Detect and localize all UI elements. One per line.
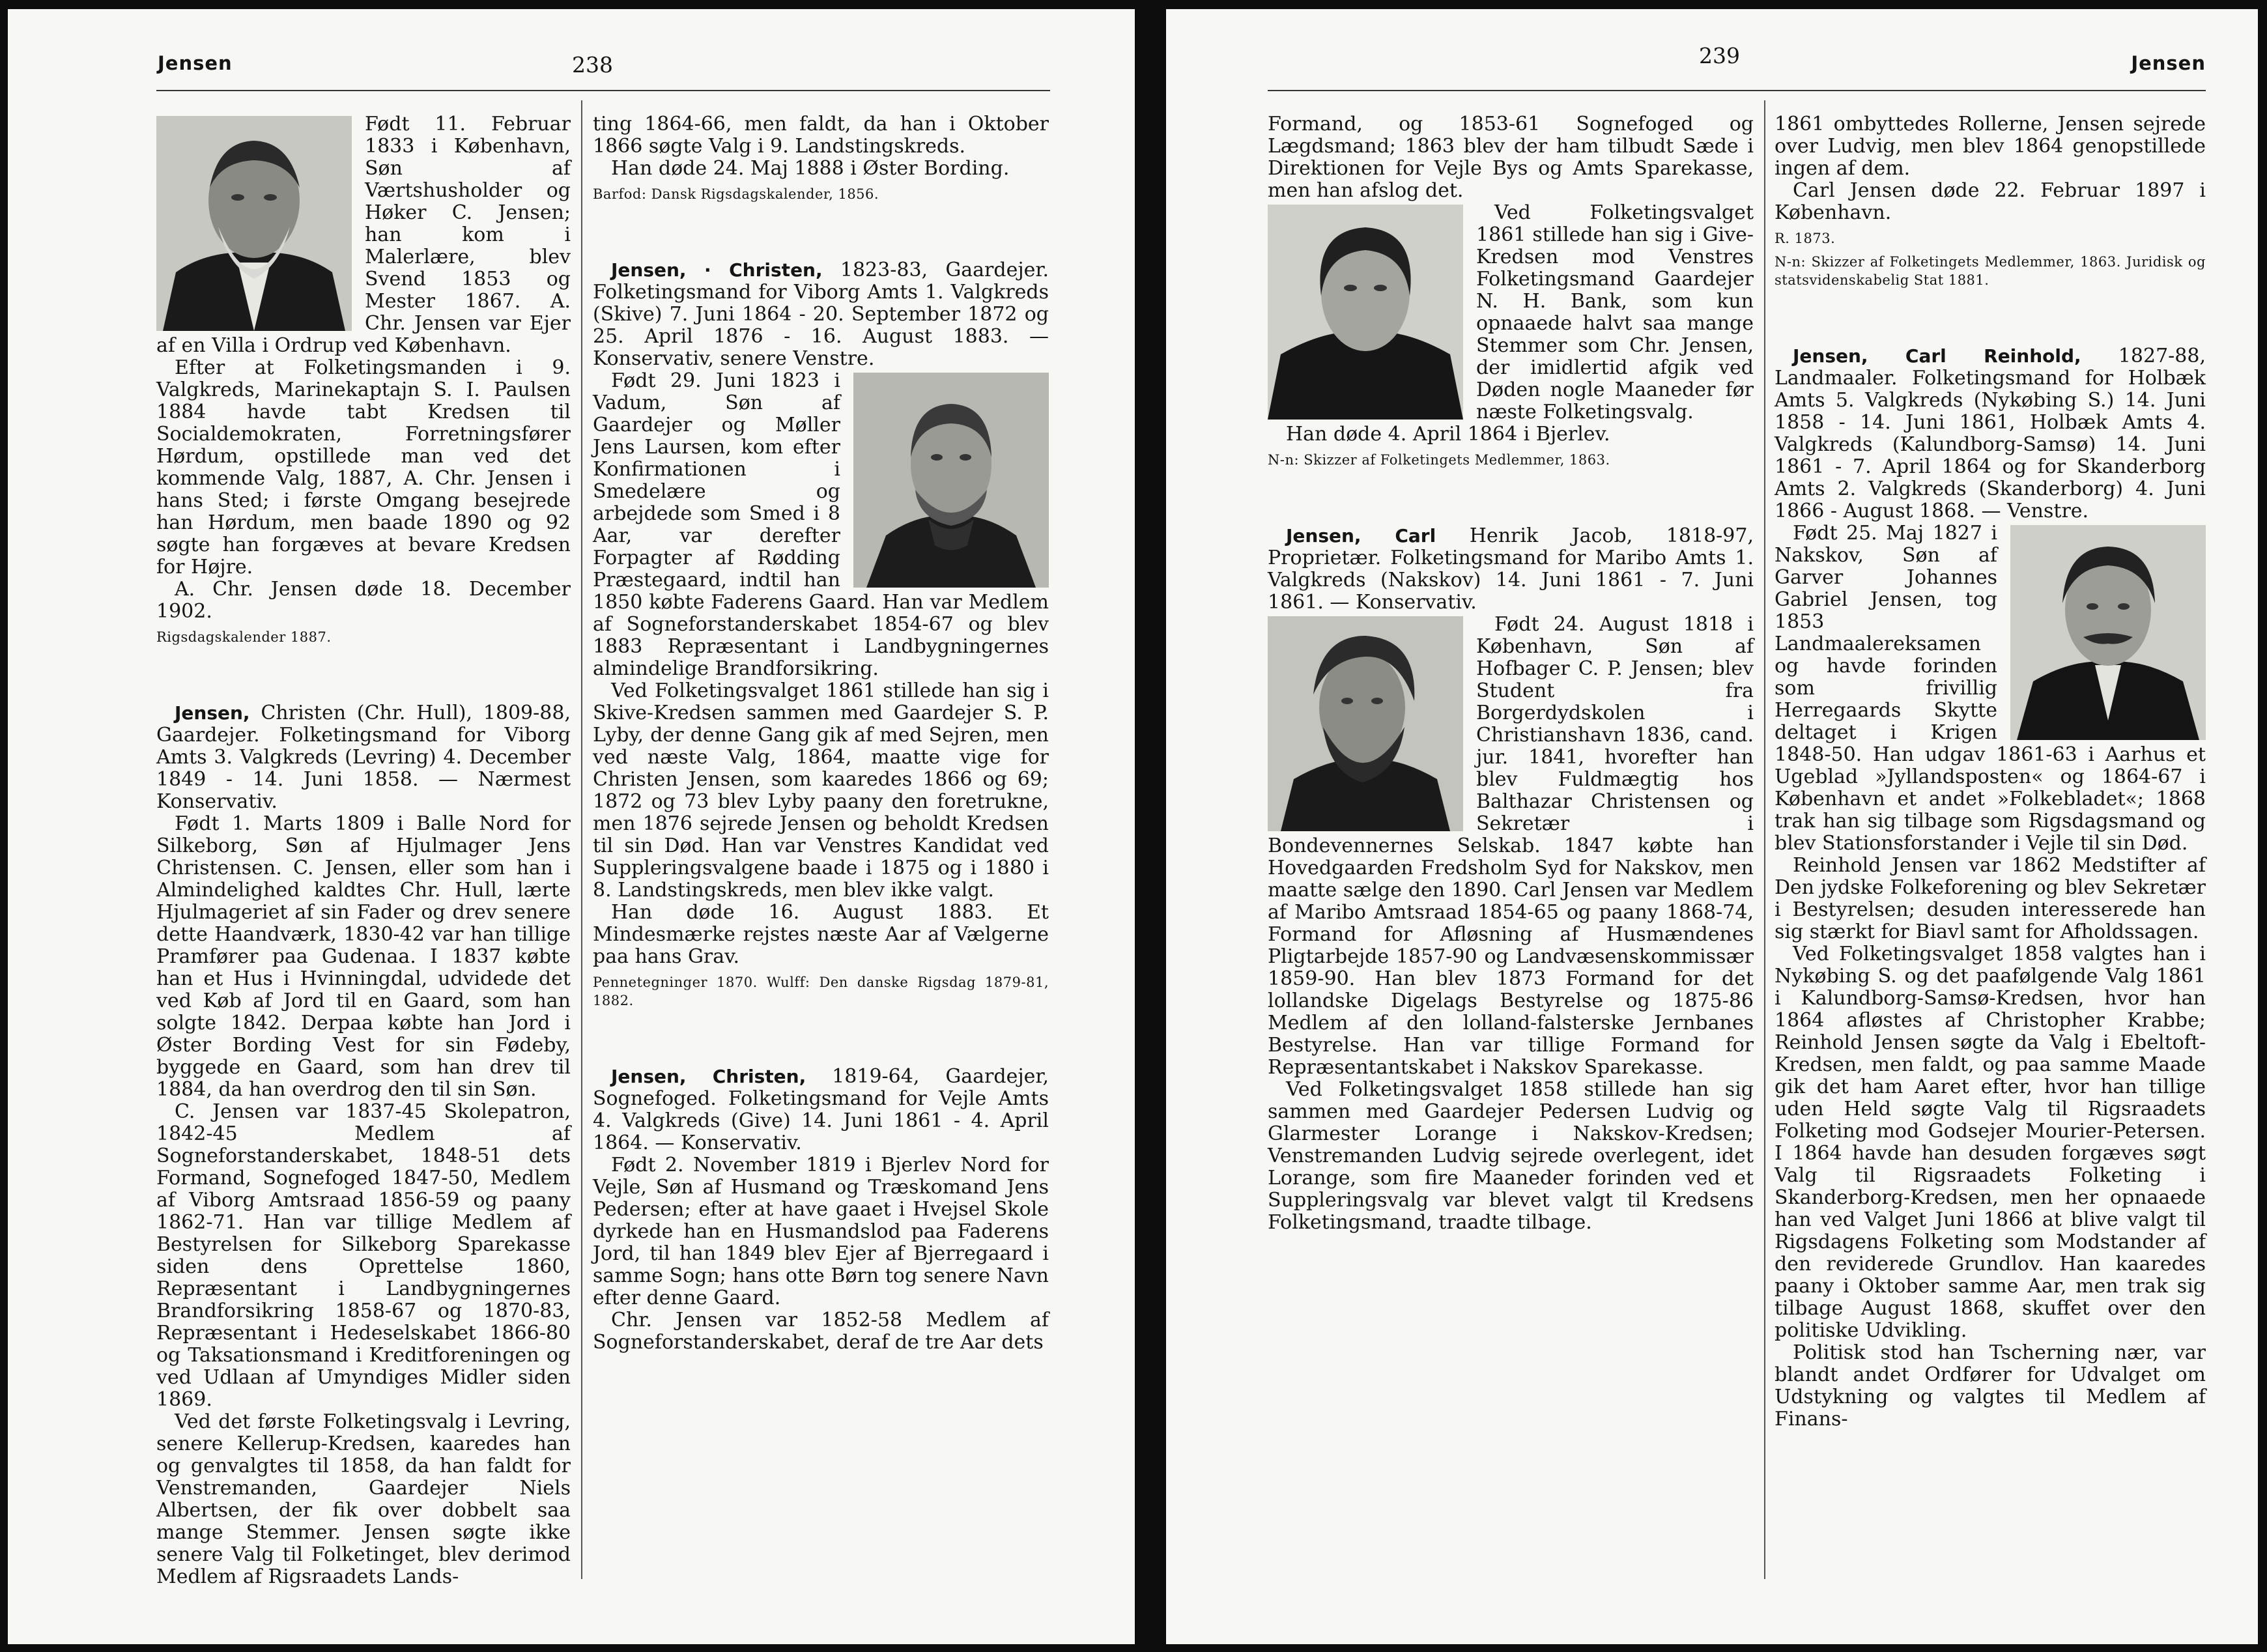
running-head-name: Jensen — [158, 52, 233, 74]
entry-heading — [593, 1066, 1049, 1154]
entry-text: ting 1864-66, men faldt, da han i Oktober 1866 søgte Valg i 9. Landstingskreds. — [593, 113, 1049, 158]
entry-text: Ved Folketingsvalget 1861 stillede han sig i Skive-Kredsen sammen med Gaardejer S. P. Lyby, der denne Gang gik af med Sejren, men ved næste Valg, 1864, maatte vige for Christen Jensen, som kaaredes 1866 og 69; 1872 og 73 blev Lyby paany den foretrukne, men 1876 sejrede Jensen og beholdt Kredsen til sin Død. Han var Venstres Kandidat ved Suppleringsvalgene baade i 1875 og i 1880 i 8. Landstingskreds, men blev ikke valgt. — [593, 679, 1049, 902]
source-citation: Pennetegninger 1870. Wulff: Den danske Rigsdag 1879-81, 1882. — [593, 975, 1049, 1008]
right-page-header — [1166, 9, 2258, 100]
page-number: 238 — [572, 52, 613, 78]
portrait-a-chr-jensen — [156, 116, 352, 331]
left-column-1 — [156, 113, 571, 1588]
page-number: 239 — [1699, 43, 1740, 68]
entry-name: Jensen, — [1793, 345, 1868, 367]
entry-text: Chr. Jensen var 1852-58 Medlem af Sogneforstanderskabet, deraf de tre Aar dets — [593, 1309, 1049, 1354]
entry-text: A. Chr. Jensen døde 18. December 1902. — [156, 578, 571, 623]
entry-heading — [156, 702, 571, 813]
header-rule — [156, 90, 1050, 91]
header-rule — [1268, 90, 2206, 91]
right-page — [1166, 9, 2258, 1644]
left-page-header — [8, 9, 1135, 100]
entry-text: Han døde 24. Maj 1888 i Øster Bording. — [611, 157, 1010, 180]
column-divider — [581, 100, 582, 1579]
entry-text: C. Jensen var 1837-45 Skolepatron, 1842-45 Medlem af Sogneforstanderskabet, 1848-51 dets Formand, Sognefoged 1847-50, Medlem af Viborg Amtsraad 1856-59 og paany 1862-71. Han var tillige Medlem af Bestyrelsen for Silkeborg Sparekasse siden dens Oprettelse 1860, Repræsentant i Landbygningernes Brandforsikring 1858-67 og 1870-83, Repræsentant i Hedeselskabet 1866-80 og Taksationsmand i Kreditforeningen og ved Udlaan af Umyndiges Midler siden 1869. — [156, 1100, 571, 1411]
entry-text: Ved det første Folketingsvalg i Levring, senere Kellerup-Kredsen, kaaredes han og genvalgtes til 1858, da han faldt for Venstremanden, Gaardejer Niels Albertsen, der fik over dobbelt saa mange Stemmer. Jensen søgte ikke senere Valg til Folketinget, blev derimod Medlem af Rigsraadets Lands- — [156, 1410, 571, 1588]
portrait-carl-jensen — [1268, 616, 1463, 831]
entry-text: Reinhold Jensen var 1862 Medstifter af Den jydske Folkeforening og blev Sekretær i Bestyrelsen; desuden interesserede han sig stærkt for Biavl samt for Afholdssagen. — [1775, 854, 2206, 943]
entry-text: Født 2. November 1819 i Bjerlev Nord for Vejle, Søn af Husmand og Træskomand Jens Pedersen; efter at have gaaet i Hvejsel Skole dyrkede han en Husmandslod paa Faderens Jord, til han 1849 blev Ejer af Bjerregaard i samme Sogn; hans otte Børn tog senere Navn efter denne Gaard. — [593, 1154, 1049, 1309]
entry-text: Født 11. Februar 1833 i København, Søn af Værtshusholder og Høker C. Jensen; han kom i Malerlære, blev Svend 1853 og Mester 1867. A. Chr. Jensen var Ejer af en Villa i Ordrup ved København. — [156, 113, 571, 357]
entry-text: Født 1. Marts 1809 i Balle Nord for Silkeborg, Søn af Hjulmager Jens Christensen. C. Jensen, eller som han i Almindelighed kaldtes Chr. Hull, lærte Hjulmageriet af sin Fader og drev senere dette Haandværk, 1830-42 var han tillige Pramfører paa Gudenaa. I 1837 købte han et Hus i Hvinningdal, udvidede det ved Køb af Jord til en Gaard, som han solgte 1842. Derpaa købte han Jord i Øster Bording Vest for sin Fødeby, byggede en Gaard, som han drev til 1884, da han overdrog den til sin Søn. — [156, 812, 571, 1101]
entry-text: Han døde 4. April 1864 i Bjerlev. — [1286, 423, 1610, 446]
source-citation: Rigsdagskalender 1887. — [156, 629, 332, 645]
entry-summary: Christen (Chr. Hull), 1809-88, Gaardejer. Folketingsmand for Viborg Amts 3. Valgkreds (Levring) 4. December 1849 - 14. Juni 1858. — Nærmest Konservativ. — [156, 702, 571, 813]
entry-text: 1861 ombyttedes Rollerne, Jensen sejrede over Ludvig, men blev 1864 genopstillede ingen af dem. — [1775, 113, 2206, 180]
portrait-carl-reinhold-jensen — [2010, 525, 2206, 740]
portrait-image — [1268, 616, 1463, 831]
entry-text: Efter at Folketingsmanden i 9. Valgkreds, Marinekaptajn S. I. Paulsen 1884 havde tabt Kredsen til Socialdemokraten, Forretningsfører Hørdum, opstillede man ved det kommende Valg, 1887, A. Chr. Jensen i hans Sted; i første Omgang besejrede han Hørdum, men baade 1890 og 92 søgte han forgæves at bevare Kredsen for Højre. — [156, 356, 571, 578]
source-citation: N-n: Skizzer af Folketingets Medlemmer, 1863. Juridisk og statsvidenskabelig Stat 1881. — [1775, 254, 2206, 288]
entry-summary: 1827-88, Landmaaler. Folketingsmand for Holbæk Amts 5. Valgkreds (Nykøbing S.) 14. Juni 1858 - 14. Juni 1861, Holbæk Amts 4. Valgkreds (Kalundborg-Samsø) 14. Juni 1861 - 7. April 1864 og for Skanderborg Amts 2. Valgkreds (Skanderborg) 4. Juni 1866 - August 1868. — Venstre. — [1775, 345, 2206, 522]
source-citation: R. 1873. — [1775, 231, 1836, 246]
entry-heading — [1268, 525, 1754, 614]
entry-text: Carl Jensen døde 22. Februar 1897 i København. — [1775, 179, 2206, 224]
entry-heading — [1775, 345, 2206, 522]
portrait-image — [853, 373, 1049, 588]
right-column-1 — [1268, 113, 1754, 1566]
portrait-christen-jensen-1819 — [1268, 205, 1463, 420]
entry-name: Jensen, Christen, — [611, 1066, 806, 1087]
entry-summary: Henrik Jacob, 1818-97, Proprietær. Folketingsmand for Maribo Amts 1. Valgkreds (Nakskov) 14. Juni 1861 - 7. Juni 1861. — Konservativ. — [1268, 524, 1754, 614]
portrait-christen-jensen-1823 — [853, 373, 1049, 588]
entry-name: Jensen, Carl — [1286, 525, 1436, 547]
entry-text: Ved Folketingsvalget 1858 valgtes han i Nykøbing S. og det paafølgende Valg 1861 i Kalundborg-Samsø-Kredsen, hvor han 1864 afløstes af Christopher Krabbe; Reinhold Jensen søgte da Valg i Ebeltoft-Kredsen, men faldt, og paa samme Maade gik det ham Aaret efter, hvor han tillige uden Held søgte Valg til Rigsraadets Folketing mod Godsejer Mourier-Petersen. I 1864 havde han desuden forgæves søgt Valg til Rigsraadets Folketing i Skanderborg-Kredsen, men her opnaaede han ved Valget Juni 1866 at blive valgt til Rigsdagens Folketing som Modstander af den reviderede Grundlov. Han kaaredes paany i Oktober samme Aar, men trak sig tilbage August 1868, skuffet over den politiske Udvikling. — [1775, 943, 2206, 1342]
right-column-2 — [1775, 113, 2206, 1566]
entry-name-given: Carl Reinhold, — [1868, 345, 2081, 367]
entry-name: Jensen, — [175, 702, 250, 724]
entry-text: Politisk stod han Tscherning nær, var blandt andet Ordfører for Udvalget om Udstykning og valgtes til Medlem af Finans- — [1775, 1341, 2206, 1431]
portrait-image — [2010, 525, 2206, 740]
entry-text: Ved Folketingsvalget 1858 stillede han sig sammen med Gaardejer Pedersen Ludvig og Glarmester Lorange i Nakskov-Kredsen; Venstremanden Ludvig sejrede overlegent, idet Lorange, som fire Maaneder forinden ved et Suppleringsvalg var blevet valgt til Kredsens Folketingsmand, traadte tilbage. — [1268, 1078, 1754, 1234]
entry-text: Formand, og 1853-61 Sognefoged og Lægdsmand; 1863 blev der ham tilbudt Sæde i Direktionen for Vejle Bys og Amts Sparekasse, men han afslog det. — [1268, 113, 1754, 202]
column-divider — [1764, 100, 1765, 1579]
left-page — [8, 9, 1135, 1644]
portrait-image — [156, 116, 352, 331]
source-citation: N-n: Skizzer af Folketingets Medlemmer, 1863. — [1268, 452, 1610, 468]
entry-summary: 1823-83, Gaardejer. Folketingsmand for Viborg Amts 1. Valgkreds (Skive) 7. Juni 1864 - 20. September 1872 og 25. April 1876 - 16. August 1883. — Konservativ, senere Venstre. — [593, 259, 1049, 370]
source-citation: Barfod: Dansk Rigsdagskalender, 1856. — [593, 186, 879, 202]
entry-text: Født 25. Maj 1827 i Nakskov, Søn af Garver Johannes Gabriel Jensen, tog 1853 Landmaalereksamen og havde forinden som frivillig Herregaards Skytte deltaget i Krigen 1848-50. Han udgav 1861-63 i Aarhus et Ugeblad »Jyllandsposten« og 1864-67 i København et andet »Folkebladet«; 1868 trak han sig tilbage som Rigsdagsmand og blev Stationsforstander i Vejle til sin Død. — [1775, 522, 2206, 855]
entry-text: Født 24. August 1818 i København, Søn af Hofbager C. P. Jensen; blev Student fra Borgerdydskolen i Christianshavn 1836, cand. jur. 1841, hvorefter han blev Fuldmægtig hos Balthazar Christensen og Sekretær i Bondevennernes Selskab. 1847 købte han Hovedgaarden Fredsholm Syd for Nakskov, men maatte sælge den 1890. Carl Jensen var Medlem af Maribo Amtsraad 1854-65 og paany 1868-74, Formand for Afløsning af Husmændenes Pligtarbejde 1857-90 og Landvæsenskommissær 1859-90. Han blev 1873 Formand for det lollandske Digelags Bestyrelse og 1875-86 Medlem af den lolland-falsterske Jernbanes Bestyrelse. Han var tillige Formand for Repræsentantskabet i Nakskov Sparekasse. — [1268, 613, 1754, 1079]
entry-text: Født 29. Juni 1823 i Vadum, Søn af Gaardejer og Møller Jens Laursen, kom efter Konfirmationen i Smedelære og arbejdede som Smed i 8 Aar, var derefter Forpagter af Rødding Præstegaard, indtil han 1850 købte Faderens Gaard. Han var Medlem af Sogneforstanderskabet 1854-67 og blev 1883 Repræsentant i Landbygningernes almindelige Brandforsikring. — [593, 369, 1049, 680]
entry-summary: 1819-64, Gaardejer, Sognefoged. Folketingsmand for Vejle Amts 4. Valgkreds (Give) 14. Juni 1861 - 4. April 1864. — Konservativ. — [593, 1065, 1049, 1154]
entry-text: Han døde 16. August 1883. Et Mindesmærke rejstes næste Aar af Vælgerne paa hans Grav. — [593, 901, 1049, 968]
running-head-name: Jensen — [2131, 52, 2206, 74]
entry-heading — [593, 259, 1049, 370]
left-column-2 — [593, 113, 1049, 1566]
entry-name: Jensen, · Christen, — [611, 259, 823, 281]
portrait-image — [1268, 205, 1463, 420]
entry-text: Ved Folketingsvalget 1861 stillede han sig i Give-Kredsen mod Venstres Folketingsmand Gaardejer N. H. Bank, som kun opnaaede halvt saa mange Stemmer som Chr. Jensen, der imidlertid afgik ved Døden nogle Maaneder før næste Folketingsvalg. — [1476, 201, 1754, 423]
